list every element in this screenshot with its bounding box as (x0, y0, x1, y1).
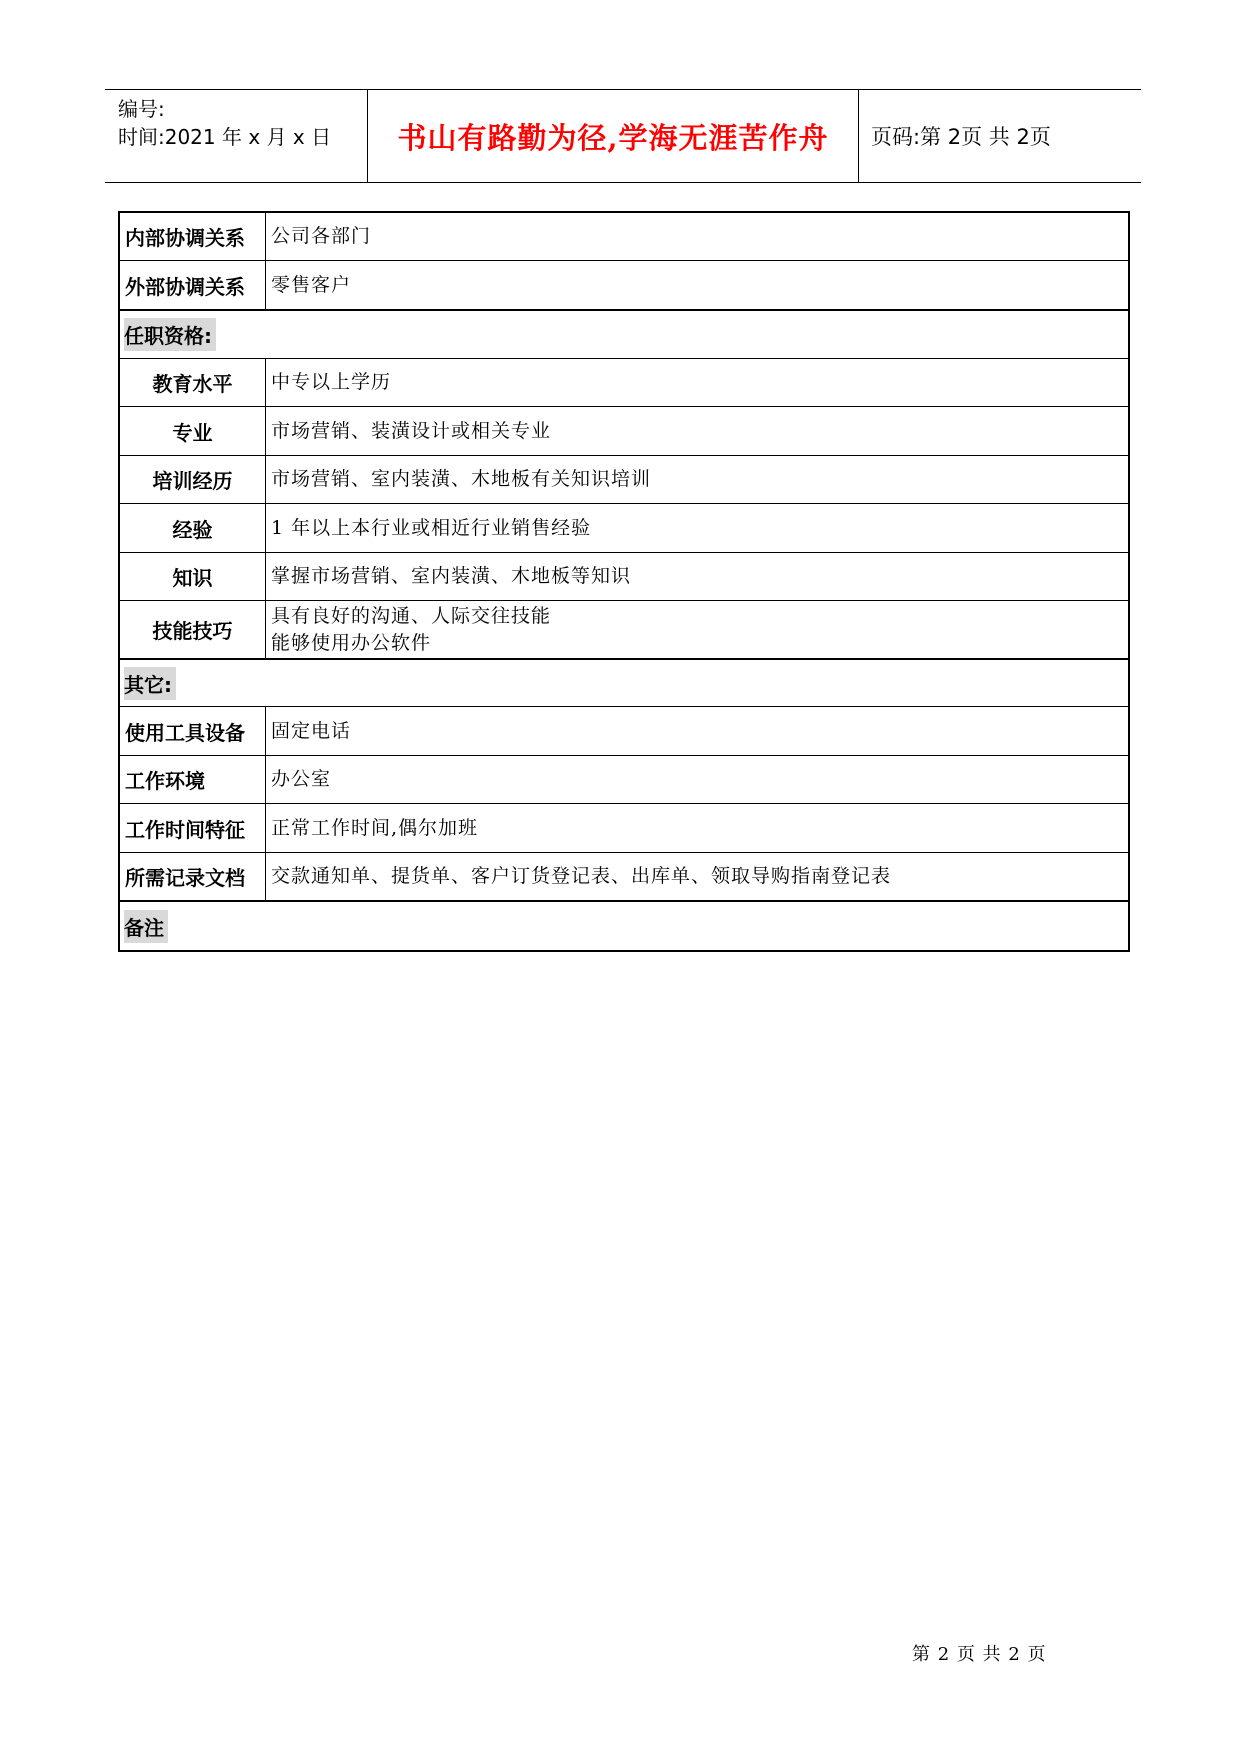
section-title: 备注 (124, 910, 168, 943)
table-row (120, 600, 1128, 658)
table-row (120, 755, 1128, 803)
table-row (120, 852, 1128, 900)
row-value (266, 601, 1128, 658)
row-value: 1 年以上本行业或相近行业销售经验 (271, 516, 592, 539)
row-value-line: 具有良好的沟通、人际交往技能 (271, 604, 552, 627)
row-label: 工作时间特征 (120, 804, 266, 852)
row-label: 技能技巧 (120, 601, 266, 658)
row-value: 市场营销、室内装潢、木地板有关知识培训 (271, 468, 652, 490)
row-value: 市场营销、装潢设计或相关专业 (271, 419, 552, 442)
row-value: 中专以上学历 (271, 371, 392, 393)
time-label: 时间:2021 年 x 月 x 日 (118, 125, 332, 149)
job-description-table (118, 211, 1130, 952)
row-value: 办公室 (271, 768, 332, 790)
row-value: 公司各部门 (271, 225, 372, 247)
row-label: 外部协调关系 (120, 261, 266, 309)
table-row (120, 213, 1128, 260)
section-other (120, 658, 1128, 706)
row-label: 知识 (120, 553, 266, 600)
row-value: 零售客户 (271, 273, 352, 296)
row-label: 所需记录文档 (120, 853, 266, 900)
row-value: 掌握市场营销、室内装潢、木地板等知识 (271, 565, 632, 587)
section-title: 任职资格: (124, 318, 216, 351)
row-value: 固定电话 (271, 719, 352, 742)
table-row (120, 260, 1128, 309)
header-motto: 书山有路勤为径,学海无涯苦作舟 (397, 120, 829, 155)
header-divider-right (858, 89, 859, 183)
section-qualifications (120, 309, 1128, 358)
row-value: 正常工作时间,偶尔加班 (271, 816, 479, 839)
table-row (120, 706, 1128, 755)
row-label: 经验 (120, 504, 266, 552)
table-row (120, 552, 1128, 600)
row-value-line: 能够使用办公软件 (271, 631, 432, 654)
row-label: 教育水平 (120, 359, 266, 406)
header-meta (118, 95, 331, 151)
table-row (120, 358, 1128, 406)
table-row (120, 455, 1128, 503)
row-label: 使用工具设备 (120, 707, 266, 755)
section-remarks (120, 900, 1128, 950)
number-label: 编号: (118, 97, 165, 121)
table-row (120, 406, 1128, 455)
row-label: 培训经历 (120, 456, 266, 503)
table-row (120, 503, 1128, 552)
table-row (120, 803, 1128, 852)
row-label: 内部协调关系 (120, 213, 266, 260)
page-header (105, 89, 1141, 183)
row-label: 专业 (120, 407, 266, 455)
section-title: 其它: (124, 667, 176, 700)
header-page-label: 页码:第 2页 共 2页 (871, 125, 1051, 149)
row-label: 工作环境 (120, 756, 266, 803)
row-value: 交款通知单、提货单、客户订货登记表、出库单、领取导购指南登记表 (271, 865, 892, 887)
footer-page-number: 第 2 页 共 2 页 (912, 1644, 1047, 1665)
